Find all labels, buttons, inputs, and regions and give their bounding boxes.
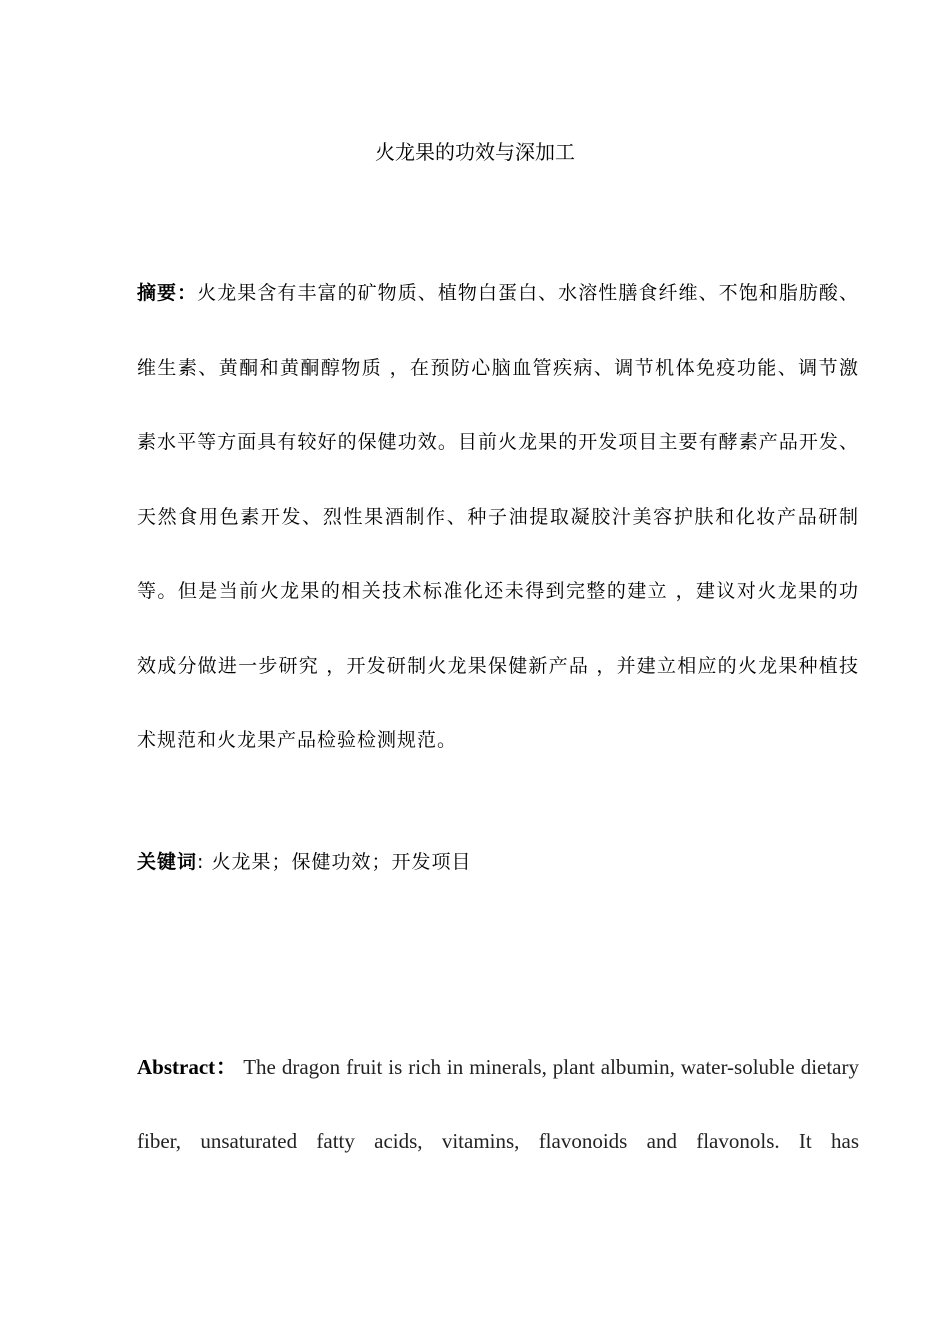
keywords-label: 关键词	[137, 851, 198, 873]
keywords	[137, 846, 859, 878]
keywords-text: : 火龙果；保健功效；开发项目	[197, 851, 472, 873]
english-abstract-text: The dragon fruit is rich in minerals, plant albumin, water-soluble dietary fiber, unsaturated fatty acids, vitamins, flavonoids and flavonols. It has	[137, 1055, 859, 1153]
document-title: 火龙果的功效与深加工	[375, 140, 575, 164]
chinese-abstract-label: 摘要：	[137, 282, 198, 304]
english-abstract	[137, 1030, 859, 1178]
english-abstract-label: Abstract：	[137, 1055, 238, 1079]
chinese-abstract-text: 火龙果含有丰富的矿物质、植物白蛋白、水溶性膳食纤维、不饱和脂肪酸、维生素、黄酮和黄酮醇物质 ，在预防心脑血管疾病、调节机体免疫功能、调节激素水平等方面具有较好的保健功效。目前火龙果的开发项目主要有酵素产品开发、天然食用色素开发、烈性果酒制作、种子油提取凝胶汁美容护肤和化妆产品研制等。但是当前火龙果的相关技术标准化还未得到完整的建立 ，建议对火龙果的功效成分做进一步研究 ，开发研制火龙果保健新产品 ，并建立相应的火龙果种植技术规范和火龙果产品检验检测规范。	[137, 282, 859, 751]
chinese-abstract	[137, 256, 859, 778]
